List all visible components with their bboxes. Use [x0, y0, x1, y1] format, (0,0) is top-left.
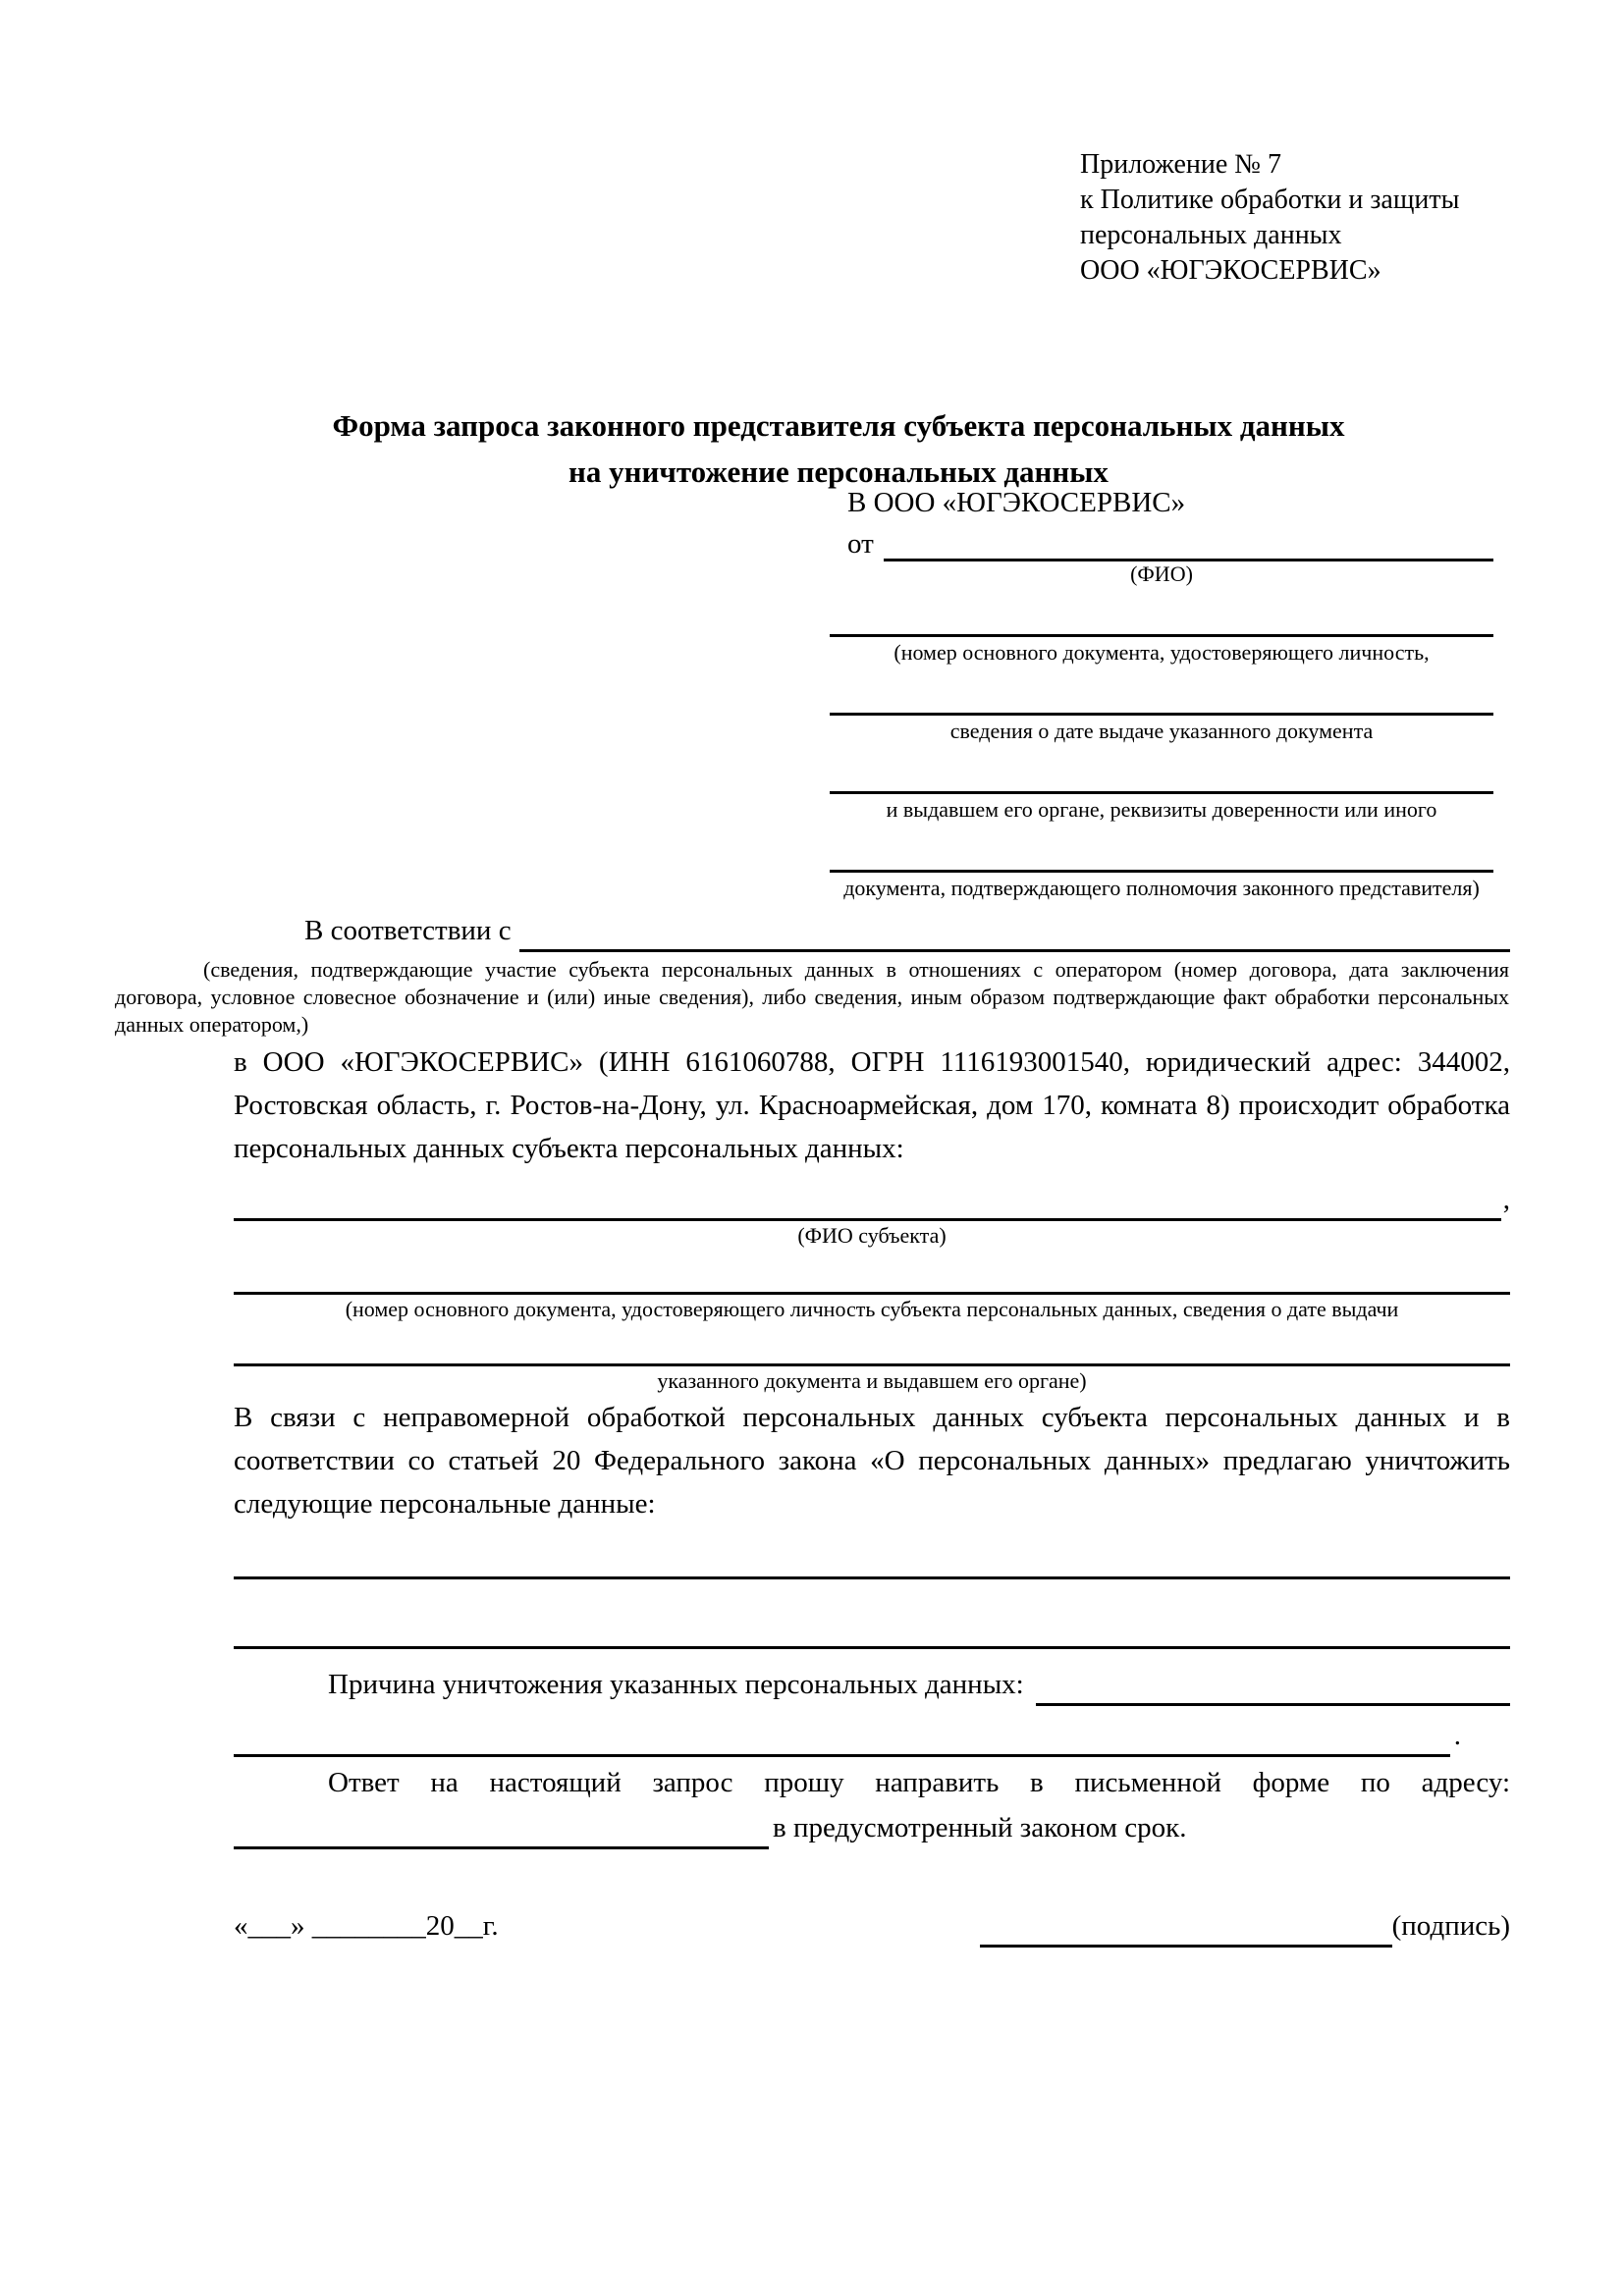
- field-caption: (номер основного документа, удостоверяющего личность,: [893, 640, 1430, 665]
- blank-line: [234, 1725, 1450, 1757]
- blank-line: [234, 1262, 1510, 1295]
- address-field: [234, 1806, 1510, 1849]
- address-blank-line: [234, 1813, 769, 1849]
- representative-doc-field: [830, 607, 1493, 666]
- subject-doc-caption-1: (номер основного документа, удостоверяющего личность субъекта персональных данных, сведения о дате выдачи: [345, 1297, 1399, 1321]
- reason-label: Причина уничтожения указанных персональных данных:: [328, 1669, 1024, 1700]
- from-label: от: [847, 528, 874, 560]
- subject-doc-caption-2: указанного документа и выдавшем его органе): [657, 1368, 1087, 1393]
- field-caption: и выдавшем его органе, реквизиты доверенности или иного: [886, 797, 1437, 822]
- date-field: «___» ________20__г.: [234, 1910, 499, 1942]
- main-body: [115, 911, 1510, 1948]
- reason-field: [234, 1663, 1510, 1706]
- reason-continuation-field: [234, 1714, 1510, 1757]
- recipient-org: В ООО «ЮГЭКОСЕРВИС»: [847, 487, 1186, 518]
- representative-doc-field: [830, 842, 1493, 901]
- representative-doc-field: [830, 685, 1493, 744]
- comma-character: ,: [1502, 1184, 1510, 1215]
- fio-subject-caption: (ФИО субъекта): [797, 1223, 947, 1248]
- signature-caption: (подпись): [1391, 1910, 1510, 1942]
- recipient-block: [830, 485, 1493, 901]
- period-character: .: [1453, 1720, 1461, 1751]
- blank-line: [830, 842, 1493, 873]
- representative-doc-field: [830, 764, 1493, 823]
- blank-line: [830, 764, 1493, 794]
- appendix-header-line: к Политике обработки и защиты: [1080, 185, 1460, 215]
- appendix-header: [1080, 147, 1459, 289]
- reason-blank-line: [1036, 1674, 1510, 1706]
- demand-paragraph: В связи с неправомерной обработкой персональных данных субъекта персональных данных и в соответствии со статьей 20 Федерального закона «О персональных данных» предлагаю уничтожить следующие персональные данные:: [234, 1402, 1510, 1520]
- field-caption: документа, подтверждающего полномочия законного представителя): [843, 876, 1480, 900]
- blank-line: [234, 1547, 1510, 1579]
- signature-blank-line: [980, 1913, 1392, 1948]
- appendix-header-line: Приложение № 7: [1080, 149, 1281, 180]
- accordance-field: [234, 911, 1510, 952]
- smallprint-note: (сведения, подтверждающие участие субъекта персональных данных в отношениях с оператором (номер договора, дата заключения договора, условное словесное обозначение и (или) иные сведения), либо сведения, иным образом подтверждающие факт обработки персональных данных оператором,): [115, 957, 1509, 1037]
- appendix-header-line: персональных данных: [1080, 220, 1342, 250]
- form-title-line2: на уничтожение персональных данных: [568, 454, 1109, 489]
- answer-tail: в предусмотренный законом срок.: [773, 1812, 1187, 1843]
- operator-paragraph: в ООО «ЮГЭКОСЕРВИС» (ИНН 6161060788, ОГРН 1116193001540, юридический адрес: 344002, Ростовская область, г. Ростов-на-Дону, ул. Красноармейская, дом 170, комната 8) происходит обработка персональных данных субъекта персональных данных:: [234, 1046, 1510, 1164]
- field-caption: сведения о дате выдаче указанного документа: [949, 719, 1374, 743]
- blank-line: [234, 1617, 1510, 1649]
- from-blank-line: [884, 529, 1493, 561]
- from-field: [830, 526, 1493, 561]
- blank-line: [234, 1189, 1501, 1221]
- blank-line: [830, 685, 1493, 716]
- fio-caption: (ФИО): [1130, 561, 1193, 586]
- date-signature-row: [234, 1904, 1510, 1948]
- blank-line: [830, 607, 1493, 637]
- appendix-header-line: ООО «ЮГЭКОСЕРВИС»: [1080, 255, 1381, 286]
- signature-field: [980, 1904, 1510, 1948]
- form-title-line1: Форма запроса законного представителя субъекта персональных данных: [332, 408, 1345, 443]
- blank-line: [234, 1334, 1510, 1366]
- answer-paragraph: Ответ на настоящий запрос прошу направить в письменной форме по адресу:: [328, 1767, 1510, 1798]
- form-title: [175, 402, 1502, 495]
- accordance-label: В соответствии с: [304, 915, 512, 946]
- fio-subject-field: [234, 1178, 1510, 1221]
- accordance-blank-line: [519, 920, 1510, 952]
